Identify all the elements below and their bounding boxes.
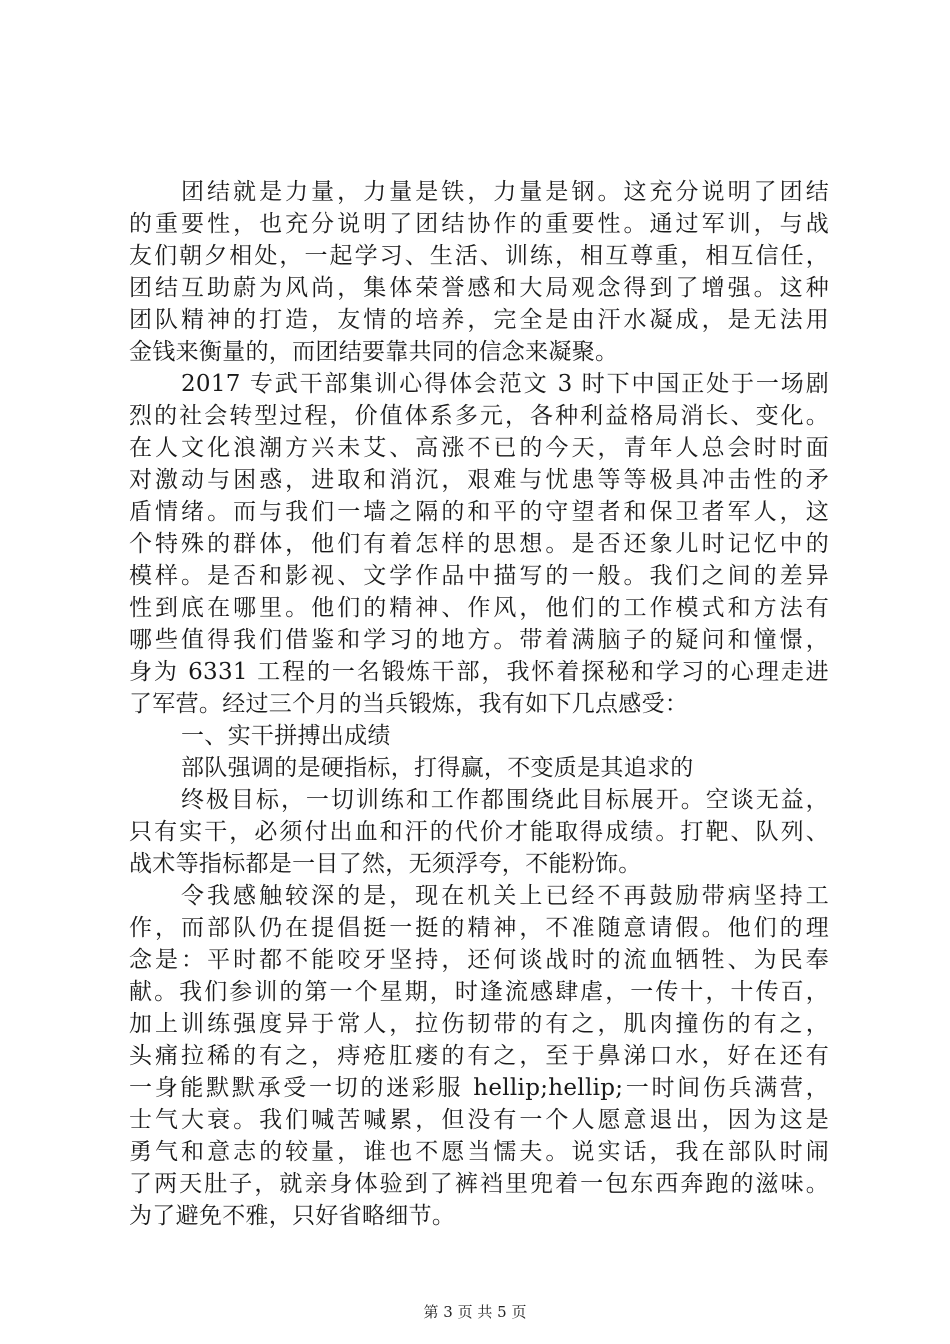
- paragraph-line: 在人文化浪潮方兴未艾、高涨不已的今天，青年人总会时时面: [129, 435, 829, 461]
- paragraph-line: 盾情绪。而与我们一墙之隔的和平的守望者和保卫者军人，这: [129, 499, 829, 525]
- paragraph-line: 团结互助蔚为风尚，集体荣誉感和大局观念得到了增强。这种: [129, 275, 829, 301]
- paragraph-line: 身为 6331 工程的一名锻炼干部，我怀着探秘和学习的心理走进: [129, 659, 829, 685]
- paragraph-line: 烈的社会转型过程，价值体系多元，各种利益格局消长、变化。: [129, 403, 829, 429]
- paragraph-line: 部队强调的是硬指标，打得赢，不变质是其追求的: [181, 755, 694, 781]
- section-heading: 一、实干拼搏出成绩: [181, 723, 391, 749]
- paragraph-line: 团结就是力量，力量是铁，力量是钢。这充分说明了团结: [181, 179, 829, 205]
- paragraph-line: 模样。是否和影视、文学作品中描写的一般。我们之间的差异: [129, 563, 829, 589]
- paragraph-line: 了军营。经过三个月的当兵锻炼，我有如下几点感受：: [129, 691, 689, 717]
- paragraph-line: 对激动与困惑，进取和消沉，艰难与忧患等等极具冲击性的矛: [129, 467, 829, 493]
- paragraph-line: 为了避免不雅，只好省略细节。: [129, 1203, 456, 1229]
- paragraph-line: 金钱来衡量的，而团结要靠共同的信念来凝聚。: [129, 339, 619, 365]
- paragraph-line: 士气大衰。我们喊苦喊累，但没有一个人愿意退出，因为这是: [129, 1107, 829, 1133]
- paragraph-line: 加上训练强度异于常人，拉伤韧带的有之，肌肉撞伤的有之，: [129, 1011, 829, 1037]
- paragraph-line: 令我感触较深的是，现在机关上已经不再鼓励带病坚持工: [181, 883, 829, 909]
- paragraph-line: 勇气和意志的较量，谁也不愿当懦夫。说实话，我在部队时闹: [129, 1139, 829, 1165]
- paragraph-line: 团队精神的打造，友情的培养，完全是由汗水凝成，是无法用: [129, 307, 829, 333]
- paragraph-line: 2017 专武干部集训心得体会范文 3 时下中国正处于一场剧: [181, 371, 829, 397]
- paragraph-line: 念是：平时都不能咬牙坚持，还何谈战时的流血牺牲、为民奉: [129, 947, 829, 973]
- paragraph-line: 献。我们参训的第一个星期，时逢流感肆虐，一传十，十传百，: [129, 979, 829, 1005]
- paragraph-line: 战术等指标都是一目了然，无须浮夸，不能粉饰。: [129, 851, 642, 877]
- paragraph-line: 友们朝夕相处，一起学习、生活、训练，相互尊重，相互信任，: [129, 243, 829, 269]
- paragraph-line: 了两天肚子，就亲身体验到了裤裆里兜着一包东西奔跑的滋味。: [129, 1171, 829, 1197]
- paragraph-line: 头痛拉稀的有之，痔疮肛瘘的有之，至于鼻涕口水，好在还有: [129, 1043, 829, 1069]
- paragraph-line: 的重要性，也充分说明了团结协作的重要性。通过军训，与战: [129, 211, 829, 237]
- paragraph-line: 一身能默默承受一切的迷彩服 hellip;hellip;一时间伤兵满营，: [129, 1075, 829, 1101]
- page-footer: 第 3 页 共 5 页: [423, 1303, 527, 1321]
- paragraph-line: 哪些值得我们借鉴和学习的地方。带着满脑子的疑问和憧憬，: [129, 627, 829, 653]
- paragraph-line: 个特殊的群体，他们有着怎样的思想。是否还象儿时记忆中的: [129, 531, 829, 557]
- paragraph-line: 只有实干，必须付出血和汗的代价才能取得成绩。打靶、队列、: [129, 819, 829, 845]
- paragraph-line: 终极目标，一切训练和工作都围绕此目标展开。空谈无益，: [181, 787, 829, 813]
- paragraph-line: 作，而部队仍在提倡挺一挺的精神，不准随意请假。他们的理: [129, 915, 829, 941]
- paragraph-line: 性到底在哪里。他们的精神、作风，他们的工作模式和方法有: [129, 595, 829, 621]
